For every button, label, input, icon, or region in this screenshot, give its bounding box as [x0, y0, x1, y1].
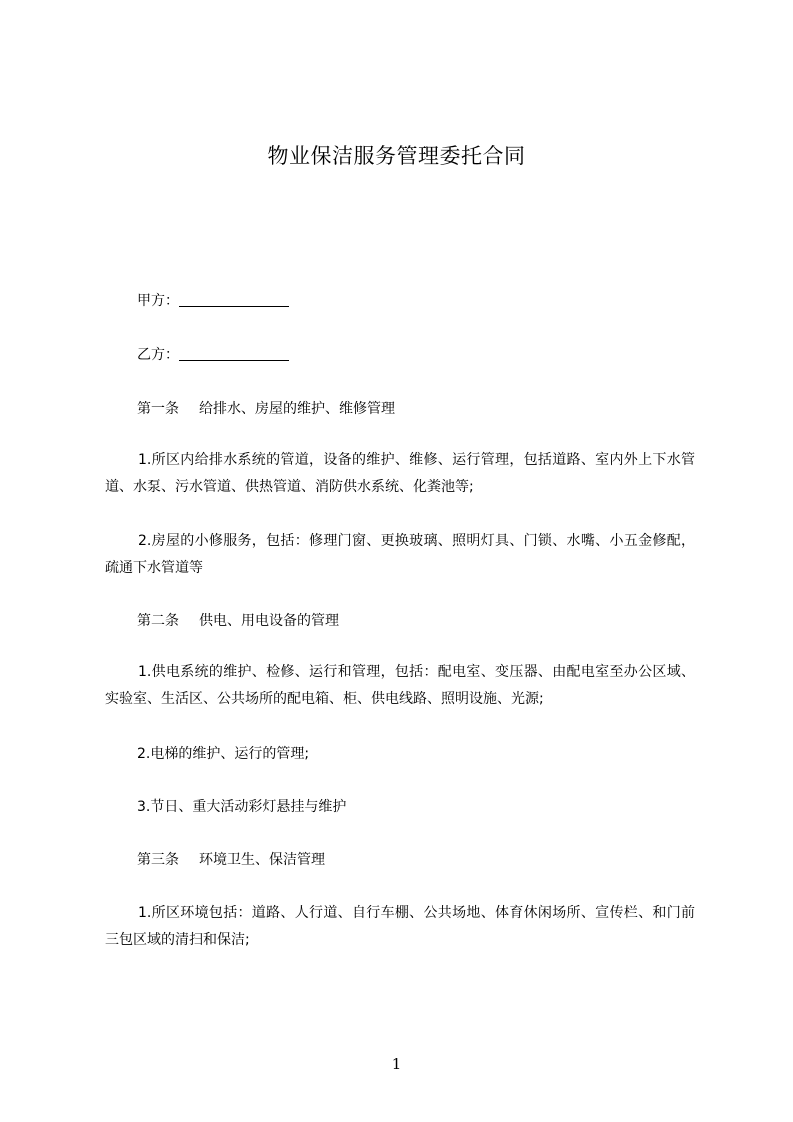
article-2-title: 供电、用电设备的管理: [199, 613, 339, 629]
article-1-heading: [137, 399, 395, 419]
article-1-item-2: 2.房屋的小修服务，包括：修理门窗、更换玻璃、照明灯具、门锁、水嘴、小五金修配，疏通下水管道等: [105, 533, 695, 576]
party-a-line: [137, 291, 289, 311]
article-2-item-3: 3.节日、重大活动彩灯悬挂与维护: [137, 799, 347, 815]
party-b-blank: [179, 346, 289, 361]
article-3-title: 环境卫生、保洁管理: [199, 852, 325, 868]
party-b-line: [137, 345, 289, 365]
article-1-item-1: 1.所区内给排水系统的管道，设备的维护、维修、运行管理，包括道路、室内外上下水管道、水泵、污水管道、供热管道、消防供水系统、化粪池等;: [105, 452, 695, 495]
article-1-number: 第一条: [137, 401, 179, 417]
article-2-item-1: 1.供电系统的维护、检修、运行和管理，包括：配电室、变压器、由配电室至办公区域、实验室、生活区、公共场所的配电箱、柜、供电线路、照明设施、光源;: [105, 664, 695, 707]
page-number: 1: [391, 1055, 402, 1073]
party-a-label: 甲方：: [137, 293, 179, 309]
article-2-heading: [137, 611, 339, 631]
article-3-number: 第三条: [137, 852, 179, 868]
article-3-heading: [137, 850, 325, 870]
party-b-label: 乙方：: [137, 347, 179, 363]
party-a-blank: [179, 292, 289, 307]
article-1-title: 给排水、房屋的维护、维修管理: [199, 401, 395, 417]
document-title: 物业保洁服务管理委托合同: [267, 144, 526, 168]
article-2-item-2: 2.电梯的维护、运行的管理;: [137, 746, 310, 762]
article-3-item-1: 1.所区环境包括：道路、人行道、自行车棚、公共场地、体育休闲场所、宣传栏、和门前三包区域的清扫和保洁;: [105, 905, 695, 948]
article-2-number: 第二条: [137, 613, 179, 629]
